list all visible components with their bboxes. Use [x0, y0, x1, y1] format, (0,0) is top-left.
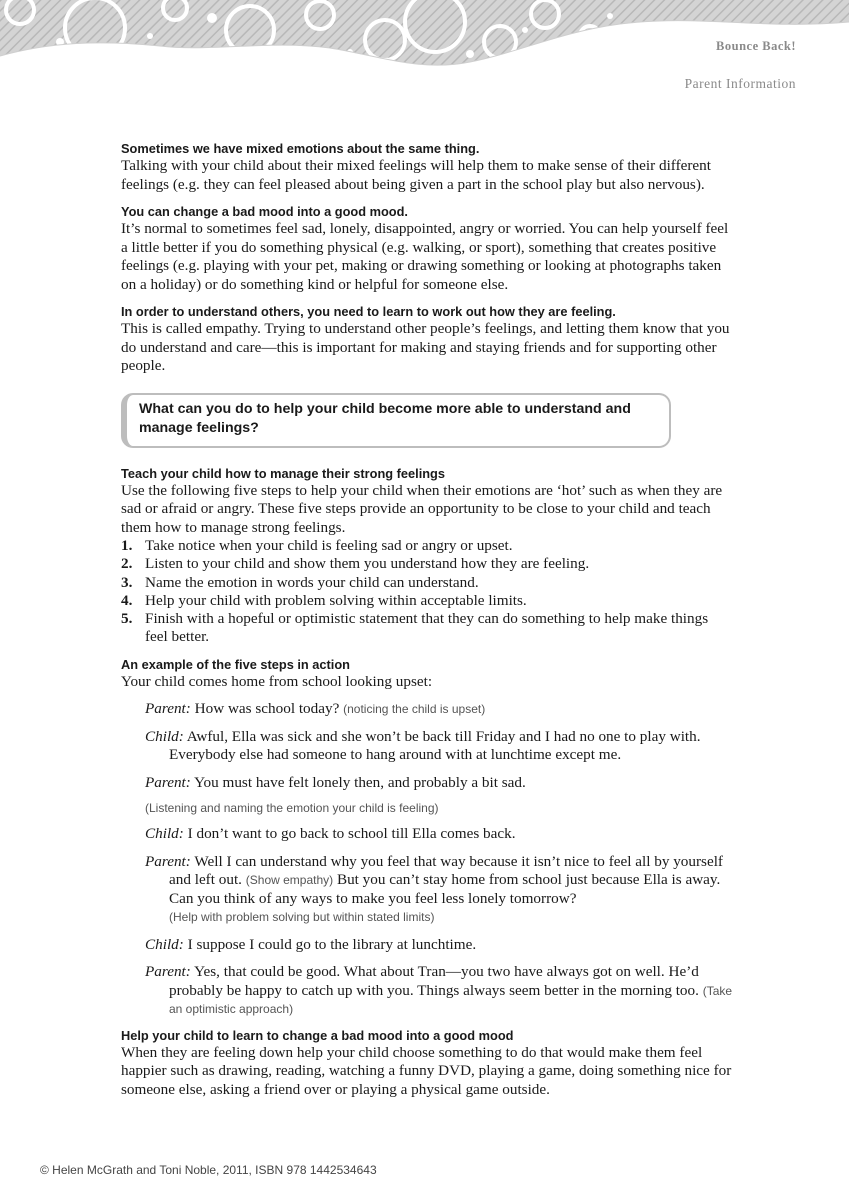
example-intro: Your child comes home from school looking upset:: [121, 672, 433, 690]
step-number: 3.: [121, 573, 133, 591]
dialogue-note: (Take an optimistic approach): [169, 983, 733, 1017]
dialogue-note: (Help with problem solving but within stated limits): [169, 910, 435, 925]
list-item: [121, 592, 733, 610]
section-teach: [121, 466, 733, 647]
section-body: Talking with your child about their mixed feelings will help them to make sense of their different feelings (e.g. they can feel pleased about being given a part in the school play but also nervous).: [121, 157, 711, 193]
section-mood-change: [121, 1028, 733, 1100]
callout-box: What can you do to help your child become more able to understand and manage feelings?: [121, 393, 671, 448]
speaker: Parent:: [145, 852, 191, 870]
dialogue-line: [145, 774, 733, 793]
dialogue-line: [145, 853, 733, 927]
dialogue-note: (noticing the child is upset): [343, 702, 486, 717]
dialogue-line: [145, 963, 733, 1019]
dialogue-line: [145, 728, 733, 765]
speaker: Child:: [145, 935, 184, 953]
section-change-mood: [121, 204, 733, 294]
main-content: [121, 141, 733, 1099]
section-empathy: [121, 304, 733, 376]
dialogue-text: You must have felt lonely then, and probably a bit sad.: [190, 773, 526, 791]
step-text: Name the emotion in words your child can understand.: [145, 573, 479, 591]
dialogue-text: I don’t want to go back to school till Ella comes back.: [183, 825, 516, 843]
section-heading: Sometimes we have mixed emotions about the same thing.: [121, 141, 480, 156]
dialogue-note: (Show empathy): [245, 873, 334, 888]
dialogue-text: But you can’t stay home from school just because Ella is away. Can you think of any ways to make you feel less lonely tomorrow?: [169, 871, 721, 907]
step-number: 5.: [121, 610, 133, 628]
dialogue-line: [145, 700, 733, 719]
section-heading: Help your child to learn to change a bad mood into a good mood: [121, 1027, 514, 1043]
list-item: [121, 555, 733, 573]
section-heading: An example of the five steps in action: [121, 656, 350, 672]
step-text: Listen to your child and show them you understand how they are feeling.: [145, 555, 590, 573]
step-number: 2.: [121, 555, 133, 573]
section-mixed-emotions: [121, 141, 733, 194]
speaker: Parent:: [145, 700, 191, 718]
step-text: Finish with a hopeful or optimistic statement that they can do something to help make things feel better.: [145, 610, 709, 646]
section-body: When they are feeling down help your child choose something to do that would make them feel happier such as drawing, reading, watching a funny DVD, playing a game, doing something nice for someone else, asking a friend over or playing a physical game outside.: [121, 1043, 732, 1098]
dialogue-text: Well I can understand why you feel that way because it isn’t nice to feel all by yourself and left out.: [169, 852, 723, 889]
step-text: Help your child with problem solving within acceptable limits.: [145, 591, 527, 609]
dialogue-text: Yes, that could be good. What about Tran—you two have always got on well. He’d probably be happy to catch up with you. Things always seem better in the morning too.: [169, 963, 703, 999]
dialogue-text: Awful, Ella was sick and she won’t be back till Friday and I had no one to play with. Everybody else had someone to hang around with at lunchtime except me.: [169, 727, 701, 764]
section-heading: Teach your child how to manage their strong feelings: [121, 465, 445, 481]
dialogue-line: [145, 825, 733, 844]
copyright-footer: © Helen McGrath and Toni Noble, 2011, ISBN 978 1442534643: [40, 1163, 377, 1177]
step-number: 4.: [121, 591, 133, 609]
dialogue-text: How was school today?: [190, 700, 344, 718]
speaker: Child:: [145, 825, 184, 843]
steps-list: [121, 537, 733, 647]
step-text: Take notice when your child is feeling sad or angry or upset.: [145, 537, 513, 554]
list-item: [121, 537, 733, 555]
section-example: [121, 657, 733, 1019]
section-body: It’s normal to sometimes feel sad, lonely, disappointed, angry or worried. You can help yourself feel a little better if you do something physical (e.g. walking, or sport), something that creates positive feelings (e.g. playing with your pet, making or drawing something or looking at photographs taken on a holiday) or do something kind or helpful for someone else.: [121, 220, 729, 293]
dialogue-text: I suppose I could go to the library at lunchtime.: [183, 935, 477, 953]
header-subtitle: Parent Information: [684, 76, 796, 91]
step-number: 1.: [121, 537, 133, 554]
section-heading: You can change a bad mood into a good mood.: [121, 204, 408, 219]
list-item: [121, 610, 733, 647]
section-body: Use the following five steps to help your child when their emotions are ‘hot’ such as when they are sad or afraid or angry. These five steps provide an opportunity to be close to your child and teach them how to manage strong feelings.: [121, 481, 723, 536]
header-title: Bounce Back!: [716, 39, 796, 53]
section-heading: In order to understand others, you need to learn to work out how they are feeling.: [121, 304, 616, 319]
speaker: Child:: [145, 727, 184, 745]
section-body: This is called empathy. Trying to understand other people’s feelings, and letting them know that you do understand and care—this is important for making and staying friends and for supporting other people.: [121, 320, 730, 374]
list-item: [121, 574, 733, 592]
speaker: Parent:: [145, 773, 191, 791]
speaker: Parent:: [145, 963, 191, 981]
dialogue-line: [145, 936, 733, 955]
dialogue-note: (Listening and naming the emotion your child is feeling): [145, 801, 439, 816]
